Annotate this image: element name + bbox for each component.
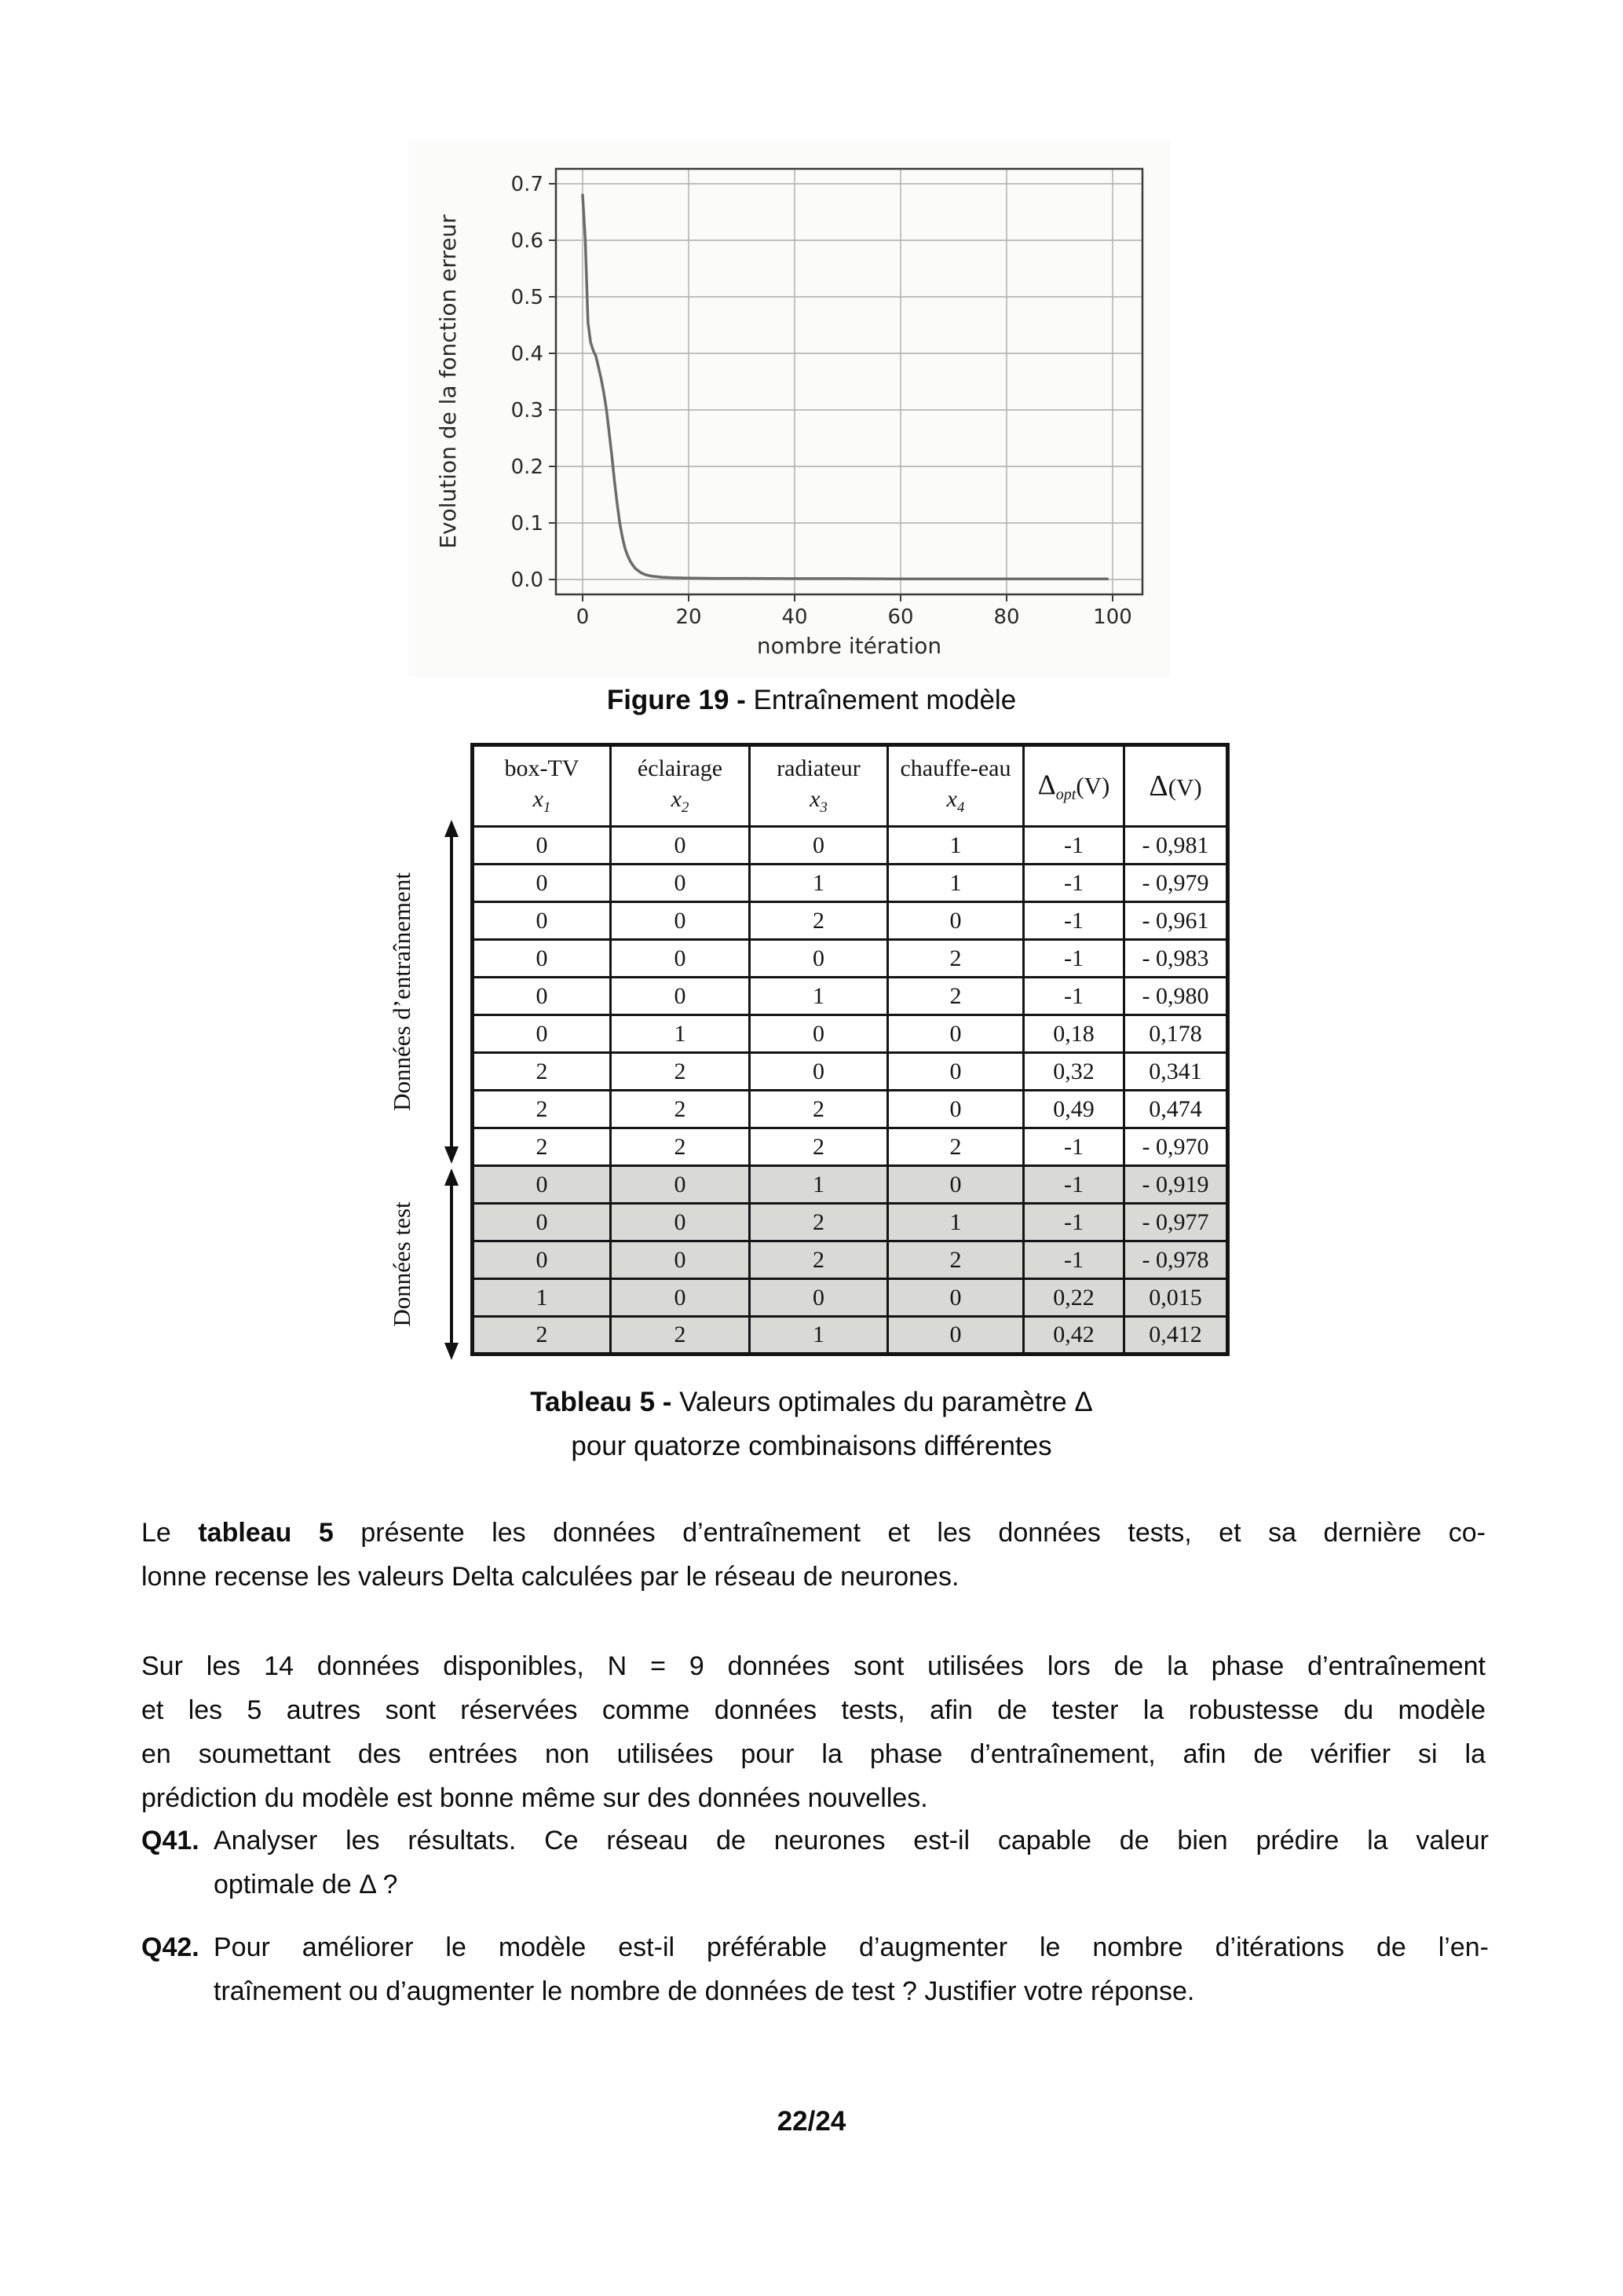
table-cell: - 0,983 (1124, 940, 1228, 978)
table-cell: 2 (888, 978, 1024, 1015)
table-cell: 0 (611, 1204, 750, 1241)
table-cell: 0,474 (1124, 1091, 1228, 1128)
question-q42 (141, 1925, 1489, 2013)
question-text (214, 1925, 1489, 2013)
test-row (473, 1204, 1228, 1241)
test-rows-arrow (444, 1168, 459, 1360)
table-cell: 0 (750, 1279, 888, 1317)
header-appliance-name: radiateur (777, 755, 861, 781)
table-cell: 2 (473, 1128, 611, 1166)
table-cell: 0 (611, 827, 750, 865)
header-cell (888, 745, 1024, 827)
table-cell: 1 (888, 827, 1024, 865)
x-tick-label: 100 (1093, 605, 1132, 629)
table-cell: 2 (611, 1317, 750, 1355)
table-cell: - 0,919 (1124, 1166, 1228, 1204)
header-cell (611, 745, 750, 827)
table-cell: 1 (888, 1204, 1024, 1241)
table-caption-line1 (0, 1380, 1623, 1424)
table-cell: 1 (750, 1166, 888, 1204)
question-line: optimale de Δ ? (214, 1870, 398, 1899)
table-cell: 0,178 (1124, 1015, 1228, 1053)
y-tick-label: 0.7 (510, 173, 543, 196)
training-error-chart (408, 140, 1170, 677)
training-row (473, 940, 1228, 978)
table-cell: 0 (888, 1053, 1024, 1091)
table-caption-label: Tableau 5 - (530, 1387, 672, 1417)
figure-caption (0, 678, 1623, 722)
y-tick-label: 0.2 (510, 455, 543, 479)
table-cell: - 0,979 (1124, 865, 1228, 902)
question-line: Pour améliorer le modèle est-il préférable d’augmenter le nombre d’itérations de l’en- (214, 1932, 1489, 1962)
table-cell: 0,42 (1024, 1317, 1124, 1355)
table-cell: 0 (473, 1166, 611, 1204)
table-cell: 0 (750, 827, 888, 865)
training-data-label: Données d’entraînement (388, 872, 415, 1111)
y-tick-label: 0.4 (510, 342, 543, 366)
paragraph-line (141, 1511, 1486, 1555)
table-cell: 0 (473, 865, 611, 902)
table-cell: - 0,978 (1124, 1241, 1228, 1279)
y-tick-label: 0.5 (510, 286, 543, 309)
table-cell: 0,341 (1124, 1053, 1228, 1091)
table-cell: 0 (611, 1166, 750, 1204)
table-cell: 0 (473, 1204, 611, 1241)
y-tick-label: 0.3 (510, 399, 543, 422)
table-cell: 0 (750, 1015, 888, 1053)
training-row (473, 1053, 1228, 1091)
question-number: Q41. (141, 1826, 199, 1855)
table-cell: 0 (888, 902, 1024, 940)
table-cell: -1 (1024, 1241, 1124, 1279)
table-cell: - 0,961 (1124, 902, 1228, 940)
header-delta: $\Delta_{opt}(V)$ (1037, 768, 1110, 804)
table-cell: 1 (888, 865, 1024, 902)
table-cell: 1 (473, 1279, 611, 1317)
table-cell: 2 (750, 1241, 888, 1279)
page-number: 22/24 (777, 2106, 846, 2137)
error-curve (583, 195, 1107, 579)
paragraph-line (141, 1644, 1486, 1688)
table-cell: 2 (611, 1091, 750, 1128)
header-variable: $x_3$ (810, 785, 828, 816)
header-cell (473, 745, 611, 827)
table-cell: 0,22 (1024, 1279, 1124, 1317)
table-cell: 2 (750, 1204, 888, 1241)
x-tick-label: 40 (781, 605, 808, 629)
table-cell: 0 (611, 1241, 750, 1279)
header-variable: $x_1$ (532, 785, 551, 816)
table-cell: 2 (750, 902, 888, 940)
table-cell: 0 (888, 1279, 1024, 1317)
table-cell: 0 (888, 1166, 1024, 1204)
table-cell: 2 (888, 1241, 1024, 1279)
x-axis-label: nombre itération (756, 633, 942, 659)
x-tick-label: 60 (887, 605, 914, 629)
table-cell: 2 (888, 1128, 1024, 1166)
text-segment: présente les données d’entraînement et les données tests, et sa dernière co- (333, 1518, 1486, 1548)
paragraph-line (141, 1688, 1486, 1732)
table-cell: 0 (473, 827, 611, 865)
table-cell: 0 (473, 902, 611, 940)
table-cell: - 0,970 (1124, 1128, 1228, 1166)
paragraph-line (141, 1555, 1486, 1599)
table-cell: 0 (473, 1015, 611, 1053)
table-cell: 0 (611, 865, 750, 902)
question-line: Analyser les résultats. Ce réseau de neurones est-il capable de bien prédire la valeur (214, 1826, 1489, 1855)
table-cell: 0 (750, 1053, 888, 1091)
paragraph-line (141, 1732, 1486, 1776)
bold-text: tableau 5 (198, 1518, 334, 1548)
table-cell: 0 (888, 1091, 1024, 1128)
table-cell: 2 (473, 1317, 611, 1355)
question-number: Q42. (141, 1932, 199, 1962)
table-cell: 2 (473, 1053, 611, 1091)
table-caption-text: Valeurs optimales du paramètre Δ (671, 1387, 1093, 1417)
header-variable: $x_2$ (671, 785, 689, 816)
figure-caption-text: Entraînement modèle (745, 685, 1017, 715)
header-appliance-name: éclairage (637, 755, 723, 781)
table-cell: 0,49 (1024, 1091, 1124, 1128)
training-row (473, 1015, 1228, 1053)
table-cell: - 0,981 (1124, 827, 1228, 865)
text-segment: prédiction du modèle est bonne même sur des données nouvelles. (141, 1783, 928, 1813)
table-cell: 0 (473, 1241, 611, 1279)
text-segment: Le (141, 1518, 199, 1548)
table-cell: 0 (888, 1317, 1024, 1355)
table-cell: -1 (1024, 1166, 1124, 1204)
table-cell: 0 (611, 1279, 750, 1317)
text-segment: lonne recense les valeurs Delta calculées par le réseau de neurones. (141, 1562, 960, 1592)
table-cell: 1 (750, 1317, 888, 1355)
table-cell: 0 (611, 940, 750, 978)
table-cell: -1 (1024, 940, 1124, 978)
table-cell: 2 (750, 1091, 888, 1128)
header-delta: Δ(V) (1149, 770, 1202, 803)
table-caption-line2: pour quatorze combinaisons différentes (571, 1431, 1052, 1461)
table-cell: 1 (611, 1015, 750, 1053)
text-segment: en soumettant des entrées non utilisées pour la phase d’entraînement, afin de vérifier si la (141, 1739, 1486, 1769)
x-tick-label: 20 (675, 605, 702, 629)
table-cell: 0 (473, 978, 611, 1015)
table-cell: 2 (611, 1128, 750, 1166)
training-row (473, 1128, 1228, 1166)
training-row (473, 1091, 1228, 1128)
table-cell: -1 (1024, 978, 1124, 1015)
table-cell: 0 (611, 978, 750, 1015)
table-cell: 2 (473, 1091, 611, 1128)
table-cell: -1 (1024, 902, 1124, 940)
training-error-figure (408, 140, 1170, 677)
training-row (473, 865, 1228, 902)
table-cell: - 0,977 (1124, 1204, 1228, 1241)
test-row (473, 1317, 1228, 1355)
table-cell: 1 (750, 978, 888, 1015)
table-cell: 0,18 (1024, 1015, 1124, 1053)
header-cell (1024, 745, 1124, 827)
table-cell: 0 (750, 940, 888, 978)
table-cell: - 0,980 (1124, 978, 1228, 1015)
training-row (473, 902, 1228, 940)
x-tick-label: 0 (576, 605, 590, 629)
test-row (473, 1166, 1228, 1204)
text-segment: et les 5 autres sont réservées comme données tests, afin de tester la robustesse du modèle (141, 1695, 1486, 1725)
table-side-annotations (369, 738, 479, 1366)
table-cell: -1 (1024, 1128, 1124, 1166)
table-cell: -1 (1024, 827, 1124, 865)
table-cell: -1 (1024, 865, 1124, 902)
y-tick-label: 0.0 (510, 569, 543, 592)
question-text (214, 1819, 1489, 1907)
table-cell: 0 (888, 1015, 1024, 1053)
text-segment: Sur les 14 données disponibles, N = 9 données sont utilisées lors de la phase d’entraînement (141, 1651, 1486, 1681)
header-appliance-name: box-TV (504, 755, 579, 781)
header-cell (1124, 745, 1228, 827)
table-header (473, 745, 1228, 827)
delta-values-table (470, 743, 1230, 1356)
paragraph-line (141, 1776, 1486, 1820)
question-q41 (141, 1819, 1489, 1907)
header-appliance-name: chauffe-eau (900, 755, 1011, 781)
table-cell: -1 (1024, 1204, 1124, 1241)
table-cell: 2 (611, 1053, 750, 1091)
table-caption (0, 1380, 1623, 1468)
table-cell: 0 (611, 902, 750, 940)
test-row (473, 1241, 1228, 1279)
table-cell: 0,412 (1124, 1317, 1228, 1355)
table-cell: 0 (473, 940, 611, 978)
y-tick-label: 0.6 (510, 229, 543, 253)
table-cell: 0,015 (1124, 1279, 1228, 1317)
y-axis-label: Evolution de la fonction erreur (435, 214, 461, 549)
table-cell: 2 (888, 940, 1024, 978)
training-row (473, 827, 1228, 865)
y-tick-label: 0.1 (510, 512, 543, 536)
table-cell: 1 (750, 865, 888, 902)
header-cell (750, 745, 888, 827)
header-variable: $x_4$ (946, 785, 965, 816)
table-cell: 0,32 (1024, 1053, 1124, 1091)
test-row (473, 1279, 1228, 1317)
figure-caption-label: Figure 19 - (606, 685, 746, 715)
question-line: traînement ou d’augmenter le nombre de données de test ? Justifier votre réponse. (214, 1976, 1195, 2006)
training-row (473, 978, 1228, 1015)
test-data-label: Données test (388, 1201, 415, 1327)
paragraph-data-split (141, 1644, 1486, 1820)
paragraph-table-description (141, 1511, 1486, 1599)
training-rows-arrow (444, 820, 459, 1164)
table-cell: 2 (750, 1128, 888, 1166)
x-tick-label: 80 (993, 605, 1020, 629)
